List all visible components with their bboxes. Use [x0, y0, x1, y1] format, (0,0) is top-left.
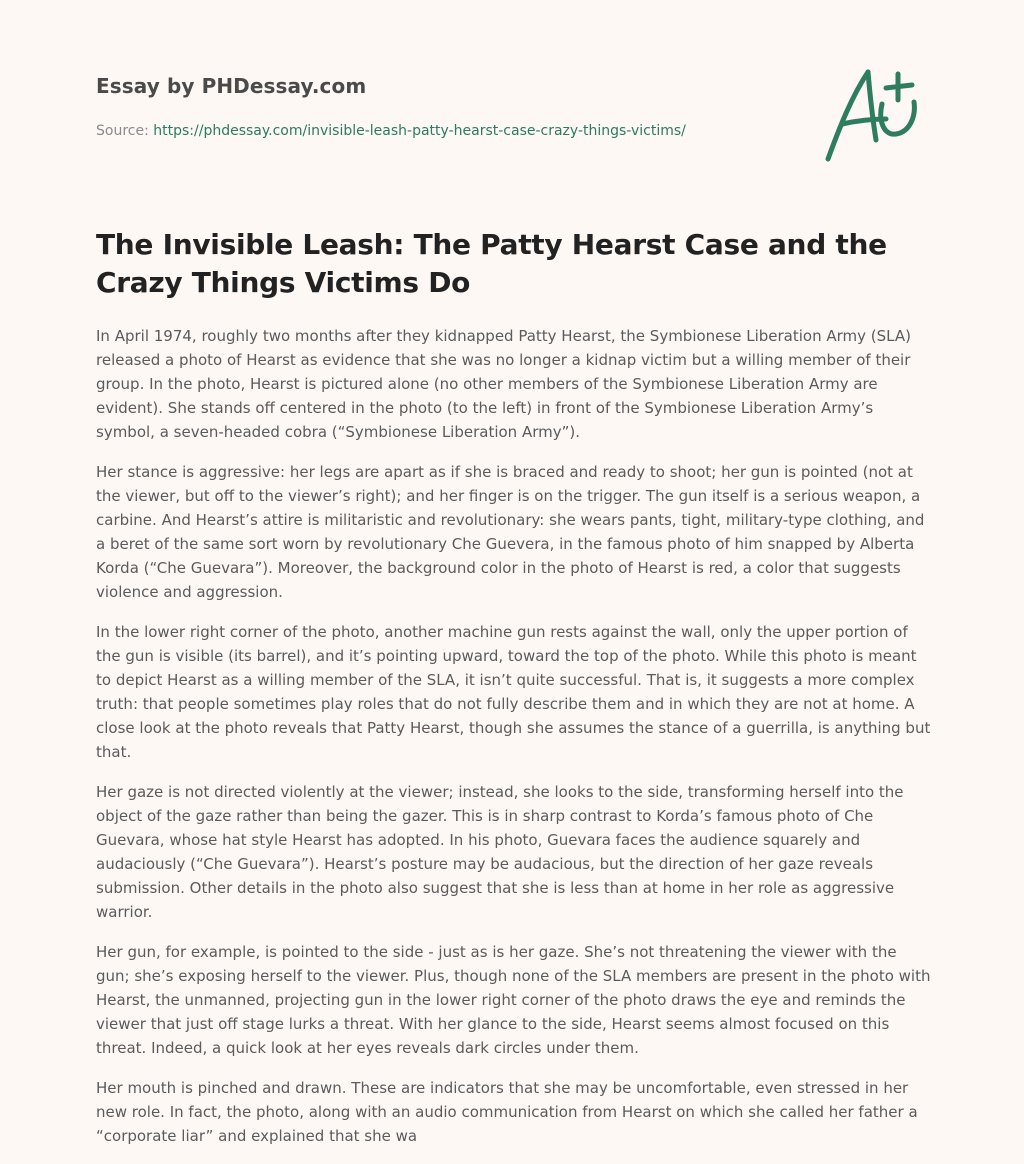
paragraph: Her stance is aggressive: her legs are apart as if she is braced and ready to shoot; her gun is pointed (not at the viewer, but off to the viewer’s right); and her finger is on the trigger. The gun itself is a serious weapon, a carbine. And Hearst’s attire is militaristic and revolutionary: she wears pants, tight, military-type clothing, and a beret of the same sort worn by revolutionary Che Guevera, in the famous photo of him snapped by Alberta Korda (“Che Guevara”). Moreover, the background color in the photo of Hearst is red, a color that suggests violence and aggression. [96, 463, 925, 601]
source-link[interactable]: https://phdessay.com/invisible-leash-patty-hearst-case-crazy-things-victims/ [153, 123, 686, 139]
paragraph: Her gun, for example, is pointed to the side - just as is her gaze. She’s not threatening the viewer with the gun; she’s exposing herself to the viewer. Plus, though none of the SLA members are present in the photo with Hearst, the unmanned, projecting gun in the lower right corner of the photo draws the eye and reminds the viewer that just off stage lurks a threat. With her glance to the side, Hearst seems almost focused on this threat. Indeed, a quick look at her eyes reveals dark circles under them. [96, 943, 931, 1057]
paragraph: In the lower right corner of the photo, another machine gun rests against the wall, only the upper portion of the gun is visible (its barrel), and it’s pointing upward, toward the top of the photo. While this photo is meant to depict Hearst as a willing member of the SLA, it isn’t quite successful. That is, it suggests a more complex truth: that people sometimes play roles that do not fully describe them and in which they are not at home. A close look at the photo reveals that Patty Hearst, though she assumes the stance of a guerrilla, is anything but that. [96, 623, 931, 761]
paragraph: Her mouth is pinched and drawn. These are indicators that she may be uncomfortable, even stressed in her new role. In fact, the photo, along with an audio communication from Hearst on which she called her father a “corporate liar” and explained that she wa [96, 1079, 918, 1145]
header [96, 74, 796, 139]
paragraph: Her gaze is not directed violently at the viewer; instead, she looks to the side, transforming herself into the object of the gaze rather than being the gazer. This is in sharp contrast to Korda’s famous photo of Che Guevara, whose hat style Hearst has adopted. In his photo, Guevara faces the audience squarely and audaciously (“Che Guevara”). Hearst’s posture may be audacious, but the direction of her gaze reveals submission. Other details in the photo also suggest that she is less than at home in her role as aggressive warrior. [96, 783, 904, 921]
site-brand: Essay by PHDessay.com [96, 74, 367, 98]
source-label: Source: [96, 123, 154, 139]
article-body [96, 324, 932, 1164]
paragraph: In April 1974, roughly two months after they kidnapped Patty Hearst, the Symbionese Liberation Army (SLA) released a photo of Hearst as evidence that she was no longer a kidnap victim but a willing member of their group. In the photo, Hearst is pictured alone (no other members of the Symbionese Liberation Army are evident). She stands off centered in the photo (to the left) in front of the Symbionese Liberation Army’s symbol, a seven-headed cobra (“Symbionese Liberation Army”). [96, 327, 911, 441]
a-plus-grade-icon [818, 66, 928, 166]
article-title: The Invisible Leash: The Patty Hearst Case and the Crazy Things Victims Do [96, 228, 887, 299]
source-line [96, 123, 796, 139]
